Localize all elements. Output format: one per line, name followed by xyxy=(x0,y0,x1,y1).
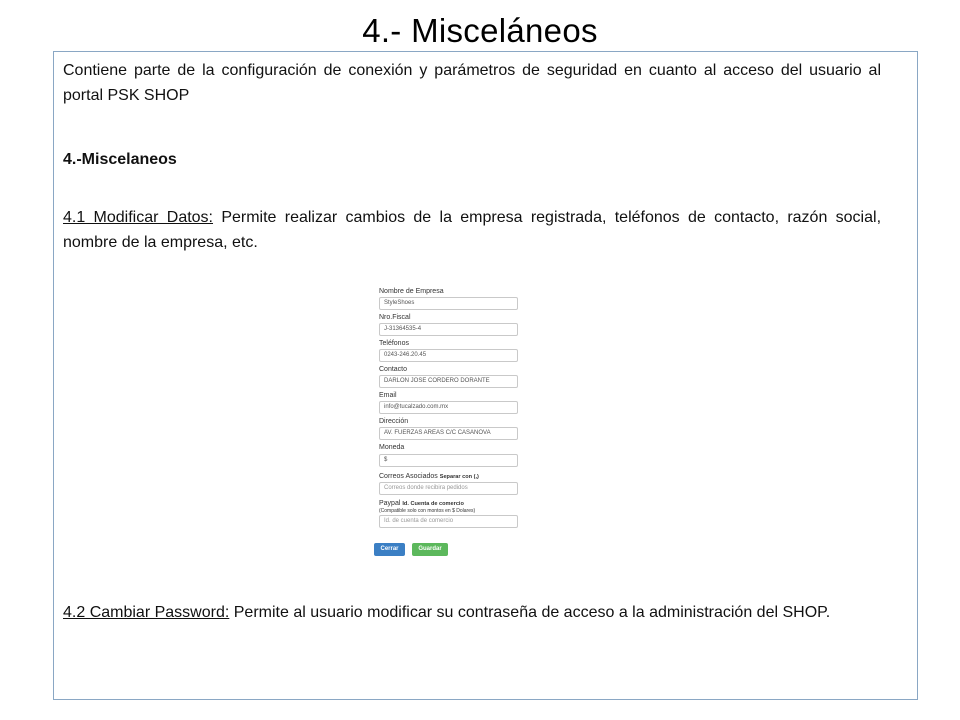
section-heading: 4.-Miscelaneos xyxy=(63,151,177,168)
input-nombre-empresa[interactable]: StyleShoes xyxy=(379,297,518,310)
input-paypal[interactable]: Id. de cuenta de comercio xyxy=(379,515,518,528)
save-button[interactable]: Guardar xyxy=(412,543,448,556)
input-direccion[interactable]: AV. FUERZAS AREAS C/C CASANOVA xyxy=(379,427,518,440)
field-label-moneda: Moneda xyxy=(379,444,405,451)
field-label-nombre-empresa: Nombre de Empresa xyxy=(379,288,444,295)
input-correos-asociados[interactable]: Correos donde recibira pedidos xyxy=(379,482,518,495)
correos-hint: Separar con (,) xyxy=(439,474,479,480)
input-moneda[interactable]: $ xyxy=(379,454,518,467)
item-cambiar-password xyxy=(63,600,881,625)
close-button[interactable]: Cerrar xyxy=(374,543,405,556)
company-data-form xyxy=(370,284,530,559)
paypal-note: (Compatible solo con montos en $ Dolares) xyxy=(379,508,476,514)
input-email[interactable]: info@tucalzado.com.mx xyxy=(379,401,518,414)
item-cambiar-password-label: 4.2 Cambiar Password: xyxy=(63,604,230,621)
correos-label: Correos Asociados xyxy=(379,473,438,480)
field-label-correos xyxy=(379,473,479,480)
field-label-email: Email xyxy=(379,392,397,399)
slide-title: 4.- Misceláneos xyxy=(362,12,598,49)
field-label-paypal xyxy=(379,500,464,507)
input-telefonos[interactable]: 0243-246.20.45 xyxy=(379,349,518,362)
field-label-nro-fiscal: Nro.Fiscal xyxy=(379,314,411,321)
intro-paragraph: Contiene parte de la configuración de conexión y parámetros de seguridad en cuanto al acceso del usuario al portal PSK SHOP xyxy=(63,62,881,104)
paypal-label: Paypal xyxy=(379,500,401,507)
item-modificar-datos-text: Permite realizar cambios de la empresa registrada, teléfonos de contacto, razón social, nombre de la empresa, etc. xyxy=(63,209,882,251)
input-nro-fiscal[interactable]: J-31364535-4 xyxy=(379,323,518,336)
field-label-contacto: Contacto xyxy=(379,366,408,373)
field-label-direccion: Dirección xyxy=(379,418,409,425)
item-modificar-datos xyxy=(63,205,881,255)
paypal-hint: Id. Cuenta de comercio xyxy=(402,501,464,507)
input-contacto[interactable]: DARLON JOSE CORDERO DORANTE xyxy=(379,375,518,388)
field-label-telefonos: Teléfonos xyxy=(379,340,409,347)
item-modificar-datos-label: 4.1 Modificar Datos: xyxy=(63,209,214,226)
item-cambiar-password-text: Permite al usuario modificar su contraseña de acceso a la administración del SHOP. xyxy=(229,604,831,621)
